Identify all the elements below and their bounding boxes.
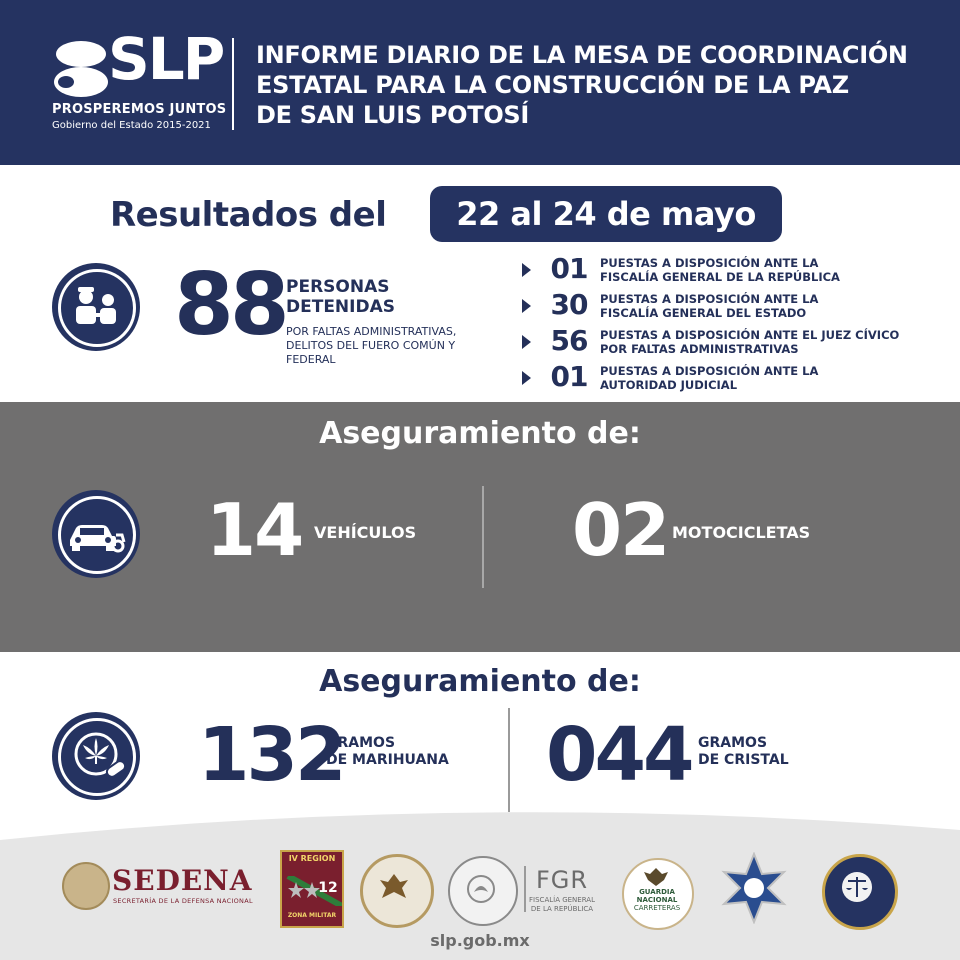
motorcycles-count: 02 — [572, 488, 669, 572]
mexico-seal-icon — [62, 862, 110, 910]
gn-line3: CARRETERAS — [633, 904, 681, 912]
guardia-nacional-text — [626, 888, 688, 912]
header-divider — [232, 38, 234, 130]
detained-label-line2: DETENIDAS — [286, 297, 395, 317]
disposition-line2: FISCALÍA GENERAL DEL ESTADO — [600, 306, 807, 320]
arrow-right-icon — [522, 299, 531, 313]
disposition-line2: AUTORIDAD JUDICIAL — [600, 378, 738, 392]
disposition-count: 30 — [550, 288, 588, 321]
disposition-text — [600, 292, 940, 320]
police-star-badge-icon — [718, 852, 790, 924]
military-region-badge — [280, 850, 344, 928]
region-badge-bottom: ZONA MILITAR — [287, 912, 337, 919]
crystal-label-line1: GRAMOS — [698, 735, 768, 751]
detained-sub-line2: DELITOS DEL FUERO COMÚN Y — [286, 339, 456, 352]
slp-logo-mark-icon — [52, 38, 110, 100]
motorcycles-label: MOTOCICLETAS — [672, 523, 811, 542]
detained-persons-icon — [52, 263, 140, 351]
disposition-text — [600, 364, 940, 392]
disposition-line2: POR FALTAS ADMINISTRATIVAS — [600, 342, 799, 356]
vehicle-motorcycle-icon — [52, 490, 140, 578]
vehicles-section-title: Aseguramiento de: — [319, 416, 641, 451]
marijuana-label-line2: DE MARIHUANA — [326, 752, 449, 768]
detained-sub-line1: POR FALTAS ADMINISTRATIVAS, — [286, 325, 457, 338]
arrow-right-icon — [522, 335, 531, 349]
gn-line1: GUARDIA — [639, 888, 675, 896]
disposition-item — [522, 290, 942, 326]
fgr-logo-text: FGR — [536, 866, 589, 894]
page-title-line1: INFORME DIARIO DE LA MESA DE COORDINACIÓN — [256, 41, 908, 69]
website-url[interactable]: slp.gob.mx — [430, 931, 530, 950]
disposition-line1: PUESTAS A DISPOSICIÓN ANTE LA — [600, 256, 819, 270]
crystal-label-line2: DE CRISTAL — [698, 752, 789, 768]
detained-count: 88 — [174, 255, 286, 355]
detained-sub-line3: FEDERAL — [286, 353, 336, 366]
vehicles-count: 14 — [206, 488, 303, 572]
drugs-section-title: Aseguramiento de: — [319, 664, 641, 699]
drugs-icon — [52, 712, 140, 800]
disposition-text — [600, 256, 940, 284]
crystal-count: 044 — [546, 712, 692, 798]
arrow-right-icon — [522, 263, 531, 277]
gn-line2: NACIONAL — [636, 896, 678, 904]
disposition-line1: PUESTAS A DISPOSICIÓN ANTE EL JUEZ CÍVICO — [600, 328, 900, 342]
fgr-subtitle — [524, 896, 600, 914]
detained-label — [286, 277, 426, 317]
page-title — [256, 40, 936, 130]
sedena-subtitle: SECRETARÍA DE LA DEFENSA NACIONAL — [113, 897, 253, 905]
detained-label-line1: PERSONAS — [286, 277, 390, 297]
sedena-logo-text: SEDENA — [112, 864, 253, 897]
page-title-line2: ESTATAL PARA LA CONSTRUCCIÓN DE LA PAZ — [256, 71, 849, 99]
fgr-subtitle-line1: FISCALÍA GENERAL — [529, 896, 595, 904]
detained-description — [286, 325, 486, 367]
vehicles-divider — [482, 486, 484, 588]
disposition-text — [600, 328, 940, 356]
vehicles-label: VEHÍCULOS — [314, 523, 417, 542]
arrow-right-icon — [522, 371, 531, 385]
date-range-badge: 22 al 24 de mayo — [430, 186, 782, 242]
disposition-count: 01 — [550, 252, 588, 285]
disposition-count: 56 — [550, 324, 588, 357]
crystal-label — [698, 735, 789, 769]
disposition-item — [522, 362, 942, 398]
disposition-line1: PUESTAS A DISPOSICIÓN ANTE LA — [600, 364, 819, 378]
page-title-line3: DE SAN LUIS POTOSÍ — [256, 101, 530, 129]
eagle-emblem-icon — [464, 872, 498, 906]
eagle-icon — [378, 870, 410, 902]
results-title: Resultados del — [110, 195, 387, 235]
slp-logo-text: SLP — [108, 25, 224, 93]
marijuana-label-line1: GRAMOS — [326, 735, 396, 751]
region-badge-top: IV REGION — [288, 854, 336, 863]
header-banner — [0, 0, 960, 165]
disposition-item — [522, 254, 942, 290]
marijuana-count: 132 — [198, 712, 344, 798]
disposition-item — [522, 326, 942, 362]
drugs-divider — [508, 708, 510, 812]
disposition-count: 01 — [550, 360, 588, 393]
marijuana-label — [326, 735, 449, 769]
scales-of-justice-icon — [840, 870, 874, 904]
logo-government: Gobierno del Estado 2015-2021 — [52, 120, 211, 131]
fgr-subtitle-line2: DE LA REPÚBLICA — [530, 905, 594, 913]
disposition-line2: FISCALÍA GENERAL DE LA REPÚBLICA — [600, 270, 840, 284]
disposition-line1: PUESTAS A DISPOSICIÓN ANTE LA — [600, 292, 819, 306]
gn-eagle-icon — [642, 866, 670, 888]
logo-motto: PROSPEREMOS JUNTOS — [52, 102, 227, 117]
region-badge-number: 12 — [318, 880, 338, 896]
